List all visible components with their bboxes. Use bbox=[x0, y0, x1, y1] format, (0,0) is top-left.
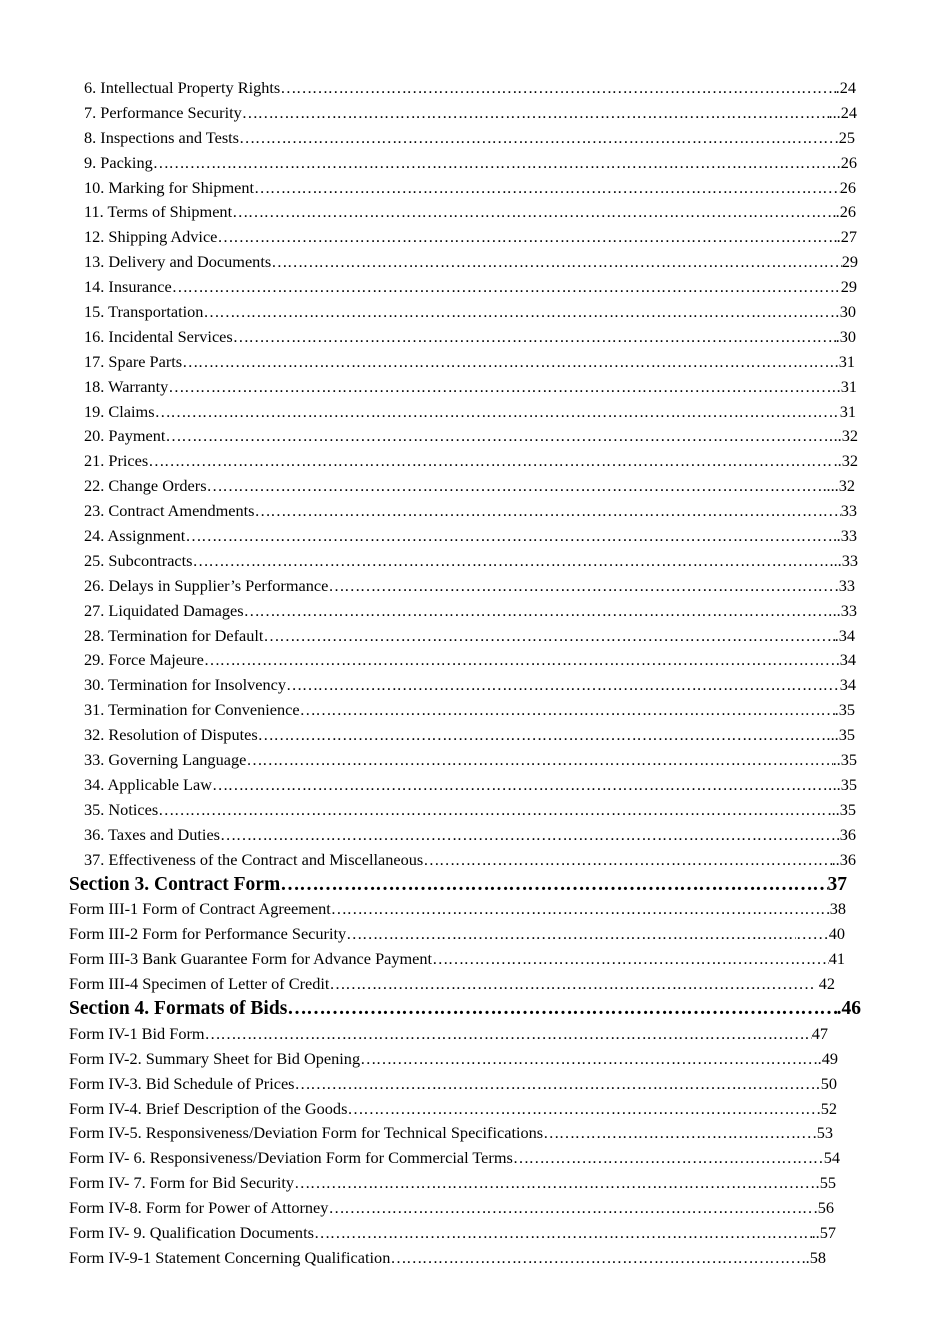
toc-entry-page: .35 bbox=[834, 700, 855, 720]
toc-entry-title: 8. Inspections and Tests bbox=[84, 127, 240, 147]
dot-leader bbox=[204, 648, 840, 673]
toc-entry-title: Form IV-8. Form for Power of Attorney bbox=[69, 1198, 329, 1218]
dot-leader bbox=[295, 1072, 821, 1097]
toc-entry[interactable] bbox=[0, 1072, 837, 1097]
section-heading[interactable] bbox=[0, 873, 847, 898]
toc-entry-title: 35. Notices bbox=[84, 799, 159, 819]
toc-entry[interactable] bbox=[0, 325, 856, 350]
dot-leader bbox=[328, 574, 834, 599]
toc-entry-title: 25. Subcontracts bbox=[84, 550, 193, 570]
toc-entry[interactable] bbox=[0, 76, 856, 101]
toc-entry-title: 28. Termination for Default bbox=[84, 625, 264, 645]
toc-entry-page: 41 bbox=[828, 949, 845, 969]
toc-entry-page: .27 bbox=[836, 227, 857, 247]
toc-entry-title: 17. Spare Parts bbox=[84, 351, 183, 371]
toc-entry-title: 32. Resolution of Disputes bbox=[84, 725, 258, 745]
toc-entry[interactable] bbox=[0, 897, 846, 922]
dot-leader bbox=[331, 897, 830, 922]
toc-entry[interactable] bbox=[0, 449, 858, 474]
dot-leader bbox=[513, 1146, 824, 1171]
dot-leader bbox=[165, 424, 833, 449]
table-of-contents bbox=[0, 76, 950, 1271]
toc-entry-title: Form IV- 7. Form for Bid Security bbox=[69, 1173, 295, 1193]
toc-entry[interactable] bbox=[0, 922, 845, 947]
toc-entry[interactable] bbox=[0, 673, 856, 698]
toc-entry[interactable] bbox=[0, 524, 857, 549]
dot-leader bbox=[280, 873, 827, 898]
toc-entry-page: 31 bbox=[839, 401, 856, 421]
toc-entry-title: Form IV-2. Summary Sheet for Bid Opening bbox=[69, 1048, 361, 1068]
toc-entry-title: 18. Warranty bbox=[84, 376, 169, 396]
toc-entry-title: 11. Terms of Shipment bbox=[84, 202, 233, 222]
toc-entry-page: 33 bbox=[840, 501, 857, 521]
toc-entry[interactable] bbox=[0, 1121, 833, 1146]
toc-entry[interactable] bbox=[0, 225, 857, 250]
toc-entry-page: .31 bbox=[836, 376, 857, 396]
toc-entry-title: 34. Applicable Law bbox=[84, 774, 212, 794]
toc-entry-page: ...32 bbox=[826, 476, 855, 496]
toc-entry-page: .33 bbox=[836, 526, 857, 546]
dot-leader bbox=[185, 524, 836, 549]
toc-entry-page: .52 bbox=[816, 1098, 837, 1118]
dot-leader bbox=[258, 723, 831, 748]
toc-entry[interactable] bbox=[0, 648, 856, 673]
toc-entry-page: 30 bbox=[839, 302, 856, 322]
toc-entry-title: 29. Force Majeure bbox=[84, 650, 204, 670]
toc-entry[interactable] bbox=[0, 574, 855, 599]
toc-entry[interactable] bbox=[0, 723, 855, 748]
dot-leader bbox=[280, 76, 835, 101]
dot-leader bbox=[246, 748, 832, 773]
toc-entry-title: 15. Transportation bbox=[84, 302, 204, 322]
toc-entry-page: ..35 bbox=[830, 725, 855, 745]
dot-leader bbox=[263, 624, 834, 649]
section-heading-page: .46 bbox=[836, 997, 861, 1019]
toc-entry-page: .30 bbox=[835, 326, 856, 346]
toc-entry-page: ..57 bbox=[811, 1222, 836, 1242]
toc-entry-page: .24 bbox=[835, 78, 856, 97]
dot-leader bbox=[148, 449, 833, 474]
toc-entry-title: 13. Delivery and Documents bbox=[84, 252, 272, 272]
toc-entry[interactable] bbox=[0, 375, 857, 400]
toc-entry-page: .25 bbox=[834, 127, 855, 147]
toc-entry-page: 55 bbox=[819, 1173, 836, 1193]
toc-entry-title: Form III-1 Form of Contract Agreement bbox=[69, 899, 331, 919]
toc-entry-title: 31. Termination for Convenience bbox=[84, 700, 300, 720]
toc-entry-page: 50 bbox=[820, 1073, 837, 1093]
toc-entry-page: ..32 bbox=[833, 426, 858, 446]
toc-entry-title: 21. Prices bbox=[84, 451, 149, 471]
dot-leader bbox=[153, 151, 837, 176]
toc-entry-title: 22. Change Orders bbox=[84, 476, 207, 496]
toc-entry[interactable] bbox=[0, 773, 857, 798]
toc-entry[interactable] bbox=[0, 947, 845, 972]
toc-entry[interactable] bbox=[0, 1221, 836, 1246]
toc-entry-title: Form IV- 6. Responsiveness/Deviation Form for Commercial Terms bbox=[69, 1148, 513, 1168]
toc-entry[interactable] bbox=[0, 624, 855, 649]
dot-leader bbox=[286, 673, 840, 698]
toc-entry-page: 26 bbox=[839, 177, 856, 197]
dot-leader bbox=[242, 101, 829, 126]
toc-entry-page: 36 bbox=[839, 824, 856, 844]
toc-entry-title: Form IV-3. Bid Schedule of Prices bbox=[69, 1073, 295, 1093]
dot-leader bbox=[271, 250, 842, 275]
dot-leader bbox=[287, 997, 836, 1022]
dot-leader bbox=[207, 474, 827, 499]
dot-leader bbox=[346, 922, 796, 947]
toc-entry-page: 34 bbox=[839, 675, 856, 695]
toc-entry[interactable] bbox=[0, 400, 856, 425]
toc-entry-title: Form IV-5. Responsiveness/Deviation Form for Technical Specifications bbox=[69, 1123, 544, 1143]
toc-entry-title: 7. Performance Security bbox=[84, 102, 242, 122]
toc-entry-page: ...35 bbox=[827, 799, 856, 819]
toc-entry-title: 6. Intellectual Property Rights bbox=[84, 78, 281, 97]
toc-entry-title: 20. Payment bbox=[84, 426, 166, 446]
toc-entry[interactable] bbox=[0, 1246, 826, 1271]
toc-entry-title: 30. Termination for Insolvency bbox=[84, 675, 287, 695]
dot-leader bbox=[254, 499, 840, 524]
toc-entry-title: Form IV- 9. Qualification Documents bbox=[69, 1222, 314, 1242]
dot-leader bbox=[244, 599, 833, 624]
section-heading-title: Section 4. Formats of Bids bbox=[69, 997, 288, 1019]
section-heading-title: Section 3. Contract Form bbox=[69, 873, 281, 895]
dot-leader bbox=[328, 1196, 813, 1221]
toc-entry-page: .53 bbox=[812, 1123, 833, 1143]
dot-leader bbox=[294, 1171, 820, 1196]
toc-entry-title: 26. Delays in Supplier’s Performance bbox=[84, 575, 329, 595]
toc-entry-title: 16. Incidental Services bbox=[84, 326, 233, 346]
toc-entry[interactable] bbox=[0, 200, 856, 225]
toc-entry-page: ……40 bbox=[796, 924, 845, 944]
toc-entry-page: 38 bbox=[829, 899, 846, 919]
dot-leader bbox=[254, 176, 840, 201]
toc-entry[interactable] bbox=[0, 549, 858, 574]
toc-entry-title: Form IV-9-1 Statement Concerning Qualification bbox=[69, 1247, 391, 1267]
toc-entry[interactable] bbox=[0, 848, 856, 873]
toc-entry-page: ..33 bbox=[832, 600, 857, 620]
toc-entry[interactable] bbox=[0, 1022, 828, 1047]
dot-leader bbox=[347, 1097, 816, 1122]
dot-leader bbox=[314, 1221, 812, 1246]
toc-entry-title: 19. Claims bbox=[84, 401, 155, 421]
toc-entry-title: Form III-2 Form for Performance Security bbox=[69, 924, 347, 944]
dot-leader bbox=[158, 798, 827, 823]
dot-leader bbox=[212, 773, 833, 798]
dot-leader bbox=[220, 823, 840, 848]
toc-entry[interactable] bbox=[0, 275, 857, 300]
toc-entry-page: .26 bbox=[835, 202, 856, 222]
dot-leader bbox=[360, 1047, 818, 1072]
dot-leader bbox=[205, 1022, 812, 1047]
toc-entry[interactable] bbox=[0, 300, 856, 325]
toc-entry-page: ..35 bbox=[832, 750, 857, 770]
toc-entry[interactable] bbox=[0, 1171, 836, 1196]
toc-entry-page: ……… 42 bbox=[765, 974, 835, 994]
toc-entry-page: 29 bbox=[840, 277, 857, 297]
toc-entry-title: 23. Contract Amendments bbox=[84, 501, 255, 521]
toc-entry[interactable] bbox=[0, 748, 857, 773]
toc-entry-page: ...33 bbox=[829, 550, 858, 570]
toc-entry-page: ..36 bbox=[831, 849, 856, 869]
toc-entry-title: Form IV-4. Brief Description of the Goods bbox=[69, 1098, 348, 1118]
toc-entry-title: 9. Packing bbox=[84, 152, 153, 172]
dot-leader bbox=[543, 1121, 813, 1146]
toc-entry-title: 33. Governing Language bbox=[84, 750, 247, 770]
toc-entry[interactable] bbox=[0, 499, 857, 524]
toc-entry-title: 14. Insurance bbox=[84, 277, 172, 297]
dot-leader bbox=[390, 1246, 801, 1271]
dot-leader bbox=[193, 549, 830, 574]
toc-entry-page: .26 bbox=[836, 152, 857, 172]
toc-entry-page: .56 bbox=[813, 1198, 834, 1218]
toc-entry[interactable] bbox=[0, 350, 855, 375]
toc-entry[interactable] bbox=[0, 1047, 838, 1072]
dot-leader bbox=[329, 972, 765, 997]
toc-entry-page: ...24 bbox=[828, 102, 857, 122]
dot-leader bbox=[203, 300, 839, 325]
dot-leader bbox=[300, 698, 835, 723]
toc-entry[interactable] bbox=[0, 126, 855, 151]
toc-entry[interactable] bbox=[0, 599, 857, 624]
toc-entry[interactable] bbox=[0, 798, 856, 823]
toc-entry-title: 27. Liquidated Damages bbox=[84, 600, 244, 620]
toc-entry[interactable] bbox=[0, 176, 856, 201]
toc-entry-page: .34 bbox=[834, 625, 855, 645]
toc-entry[interactable] bbox=[0, 698, 855, 723]
toc-entry-page: .33 bbox=[834, 575, 855, 595]
toc-entry-page: 29 bbox=[841, 252, 858, 272]
toc-entry-page: ..32 bbox=[833, 451, 858, 471]
toc-entry[interactable] bbox=[0, 101, 857, 126]
toc-entry[interactable] bbox=[0, 474, 855, 499]
toc-entry[interactable] bbox=[0, 972, 835, 997]
toc-entry[interactable] bbox=[0, 250, 858, 275]
section-heading[interactable] bbox=[0, 997, 861, 1022]
toc-entry-page: ..35 bbox=[832, 774, 857, 794]
dot-leader bbox=[233, 325, 836, 350]
toc-entry[interactable] bbox=[0, 1146, 840, 1171]
section-heading-page: 37 bbox=[827, 873, 847, 895]
dot-leader bbox=[155, 400, 840, 425]
toc-entry-title: 37. Effectiveness of the Contract and Miscellaneous bbox=[84, 849, 424, 869]
toc-entry-page: .49 bbox=[817, 1048, 838, 1068]
dot-leader bbox=[239, 126, 835, 151]
toc-entry-page: 34 bbox=[839, 650, 856, 670]
toc-entry-title: Form IV-1 Bid Form bbox=[69, 1023, 205, 1043]
toc-entry[interactable] bbox=[0, 1196, 834, 1221]
toc-entry-page: ..58 bbox=[801, 1247, 826, 1267]
toc-entry-title: 24. Assignment bbox=[84, 526, 186, 546]
dot-leader bbox=[232, 200, 836, 225]
toc-entry-title: 10. Marking for Shipment bbox=[84, 177, 255, 197]
dot-leader bbox=[432, 947, 829, 972]
toc-entry[interactable] bbox=[0, 823, 856, 848]
toc-entry-page: .31 bbox=[834, 351, 855, 371]
toc-entry-page: 54 bbox=[823, 1148, 840, 1168]
dot-leader bbox=[168, 375, 836, 400]
toc-entry-title: Form III-4 Specimen of Letter of Credit bbox=[69, 974, 330, 994]
toc-entry[interactable] bbox=[0, 424, 858, 449]
toc-entry[interactable] bbox=[0, 1097, 837, 1122]
toc-entry-title: 12. Shipping Advice bbox=[84, 227, 218, 247]
dot-leader bbox=[217, 225, 836, 250]
toc-entry[interactable] bbox=[0, 151, 857, 176]
dot-leader bbox=[423, 848, 831, 873]
toc-entry-page: 47 bbox=[811, 1023, 828, 1043]
dot-leader bbox=[182, 350, 835, 375]
toc-entry-title: Form III-3 Bank Guarantee Form for Advance Payment bbox=[69, 949, 433, 969]
dot-leader bbox=[172, 275, 841, 300]
toc-entry-title: 36. Taxes and Duties bbox=[84, 824, 221, 844]
